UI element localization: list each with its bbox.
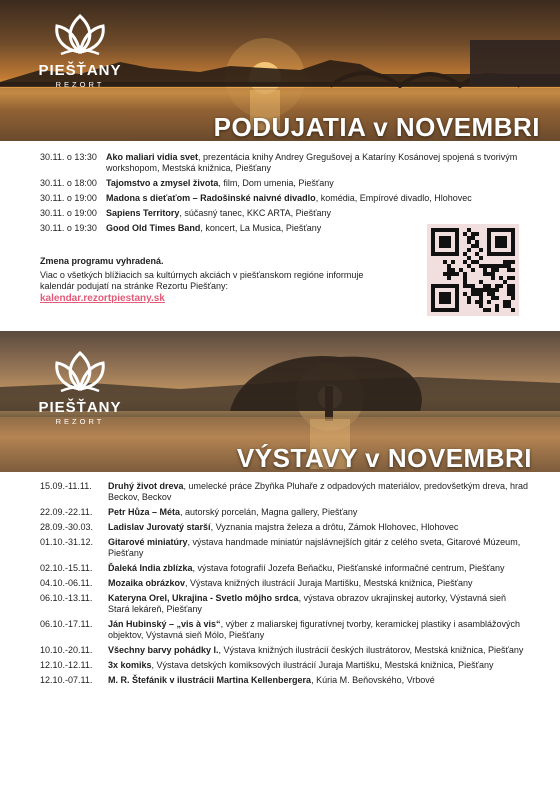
item-name: Gitarové miniatúry	[108, 537, 188, 547]
exhibits-title: VÝSTAVY v NOVEMBRI	[236, 443, 532, 472]
item-details: , komédia, Empírové divadlo, Hlohovec	[315, 193, 472, 203]
brand-logo-2[interactable]	[34, 345, 126, 426]
item-details: , Kúria M. Beňovského, Vrbové	[311, 675, 435, 685]
item-date: 30.11. o 18:00	[40, 178, 97, 188]
item-details: , autorský porcelán, Magna gallery, Piešťany	[180, 507, 358, 517]
item-description	[106, 193, 530, 204]
item-details: , Vyznania majstra železa a drôtu, Zámok Hlohovec, Hlohovec	[210, 522, 459, 532]
qr-code-icon	[431, 228, 515, 312]
brand-subtitle: REZORT	[55, 80, 105, 89]
events-title: PODUJATIA v NOVEMBRI	[213, 112, 540, 141]
list-item	[40, 193, 530, 204]
item-name: Good Old Times Band	[106, 223, 201, 233]
list-item	[40, 178, 530, 189]
list-item	[40, 578, 530, 589]
item-date: 30.11. o 19:00	[40, 193, 97, 203]
item-description	[108, 481, 530, 503]
item-date: 02.10.-15.11.	[40, 563, 93, 573]
item-name: M. R. Štefánik v ilustrácii Martina Kellenbergera	[108, 675, 312, 685]
item-details: , film, Dom umenia, Piešťany	[218, 178, 334, 188]
item-details: , Výstava knižných ilustrácií Juraja Martišku, Mestská knižnica, Piešťany	[185, 578, 473, 588]
item-details: , súčasný tanec, KKC ARTA, Piešťany	[179, 208, 331, 218]
item-details: , umelecké práce Zbyňka Pluhaře z odpadových materiálov, predovšetkým dreva, hrad Beckov, Beckov	[108, 481, 529, 502]
item-details: , výber z maliarskej figuratívnej tvorby, keramickej plastiky i asamblážových objektov, Výstavná sieň Mólo, Piešťany	[108, 619, 520, 640]
item-date: 22.09.-22.11.	[40, 507, 93, 517]
brand-name: PIEŠŤANY	[38, 399, 122, 416]
item-name: Madona s dieťaťom – Radošinské naivné divadlo	[106, 193, 316, 203]
item-name: Ďaleká India zblízka	[108, 563, 193, 573]
item-details: , koncert, La Musica, Piešťany	[200, 223, 322, 233]
list-item	[40, 593, 530, 615]
item-date: 12.10.-12.11.	[40, 660, 93, 670]
item-name: Mozaika obrázkov	[108, 578, 186, 588]
note-heading: Zmena programu vyhradená.	[40, 256, 164, 266]
item-date: 01.10.-31.12.	[40, 537, 94, 547]
item-name: Kateryna Orel, Ukrajina - Svetlo môjho srdca	[108, 593, 299, 603]
item-description	[108, 645, 530, 656]
item-date: 30.11. o 19:00	[40, 208, 97, 218]
list-item	[40, 563, 530, 574]
program-note	[40, 256, 380, 304]
item-description	[108, 660, 530, 671]
item-details: , prezentácia knihy Andrey Gregušovej a Kataríny Kosánovej spojená s tvorivým workshopom, Mestská knižnica, Piešťany	[106, 152, 518, 173]
item-description	[108, 522, 530, 533]
lotus-logo-icon	[51, 8, 109, 60]
item-name: Ján Hubinský – „vis à vis“	[108, 619, 221, 629]
item-date: 10.10.-20.11.	[40, 645, 93, 655]
item-date: 15.09.-11.11.	[40, 481, 92, 491]
brand-name: PIEŠŤANY	[38, 62, 122, 79]
item-description	[106, 178, 530, 189]
list-item	[40, 481, 530, 503]
item-description	[108, 578, 530, 589]
list-item	[40, 660, 530, 671]
list-item	[40, 645, 530, 656]
item-description	[108, 507, 530, 518]
list-item	[40, 675, 530, 686]
list-item	[40, 537, 530, 559]
item-description	[108, 675, 530, 686]
item-date: 06.10.-17.11.	[40, 619, 93, 629]
item-description	[108, 537, 530, 559]
item-name: Ladislav Jurovatý starší	[108, 522, 211, 532]
item-details: , výstava obrazov ukrajinskej autorky, Výstavná sieň Stará lekáreň, Piešťany	[108, 593, 507, 614]
item-description	[106, 152, 530, 174]
list-item	[40, 522, 530, 533]
item-details: , výstava handmade miniatúr najslávnejších gitár z celého sveta, Gitarové Múzeum, Piešťany	[108, 537, 521, 558]
list-item	[40, 619, 530, 641]
note-text: Viac o všetkých blížiacich sa kultúrnych akciách v piešťanskom regióne informuje kalendár podujatí na stránke Rezortu Piešťany:	[40, 270, 364, 291]
lotus-logo-icon	[51, 345, 109, 397]
item-date: 30.11. o 13:30	[40, 152, 97, 162]
item-name: 3x komiks	[108, 660, 152, 670]
brand-logo[interactable]	[34, 8, 126, 89]
item-description	[108, 619, 530, 641]
brand-subtitle: REZORT	[55, 417, 105, 426]
item-date: 04.10.-06.11.	[40, 578, 93, 588]
list-item	[40, 208, 530, 219]
item-name: Ako maliari vidia svet	[106, 152, 199, 162]
item-details: , výstava fotografií Jozefa Beňačku, Piešťanské informačné centrum, Piešťany	[192, 563, 505, 573]
item-name: Tajomstvo a zmysel života	[106, 178, 219, 188]
exhibits-list	[40, 481, 530, 690]
item-details: , Výstava detských komiksových ilustrácií Juraja Martišku, Mestská knižnica, Piešťany	[151, 660, 494, 670]
item-name: Petr Hůza – Méta	[108, 507, 181, 517]
item-name: Sapiens Territory	[106, 208, 180, 218]
list-item	[40, 152, 530, 174]
item-name: Všechny barvy pohádky I.	[108, 645, 219, 655]
item-details: , Výstava knižných ilustrácií českých ilustrátorov, Mestská knižnica, Piešťany	[218, 645, 524, 655]
list-item	[40, 507, 530, 518]
item-date: 28.09.-30.03.	[40, 522, 94, 532]
item-description	[108, 563, 530, 574]
item-date: 12.10.-07.11.	[40, 675, 93, 685]
events-banner	[0, 0, 560, 141]
item-description	[106, 208, 530, 219]
item-date: 30.11. o 19:30	[40, 223, 97, 233]
exhibits-banner	[0, 331, 560, 472]
item-date: 06.10.-13.11.	[40, 593, 93, 603]
item-name: Druhý život dreva	[108, 481, 184, 491]
item-description	[108, 593, 530, 615]
calendar-link[interactable]: kalendar.rezortpiestany.sk	[40, 293, 165, 304]
qr-code[interactable]	[427, 224, 519, 316]
